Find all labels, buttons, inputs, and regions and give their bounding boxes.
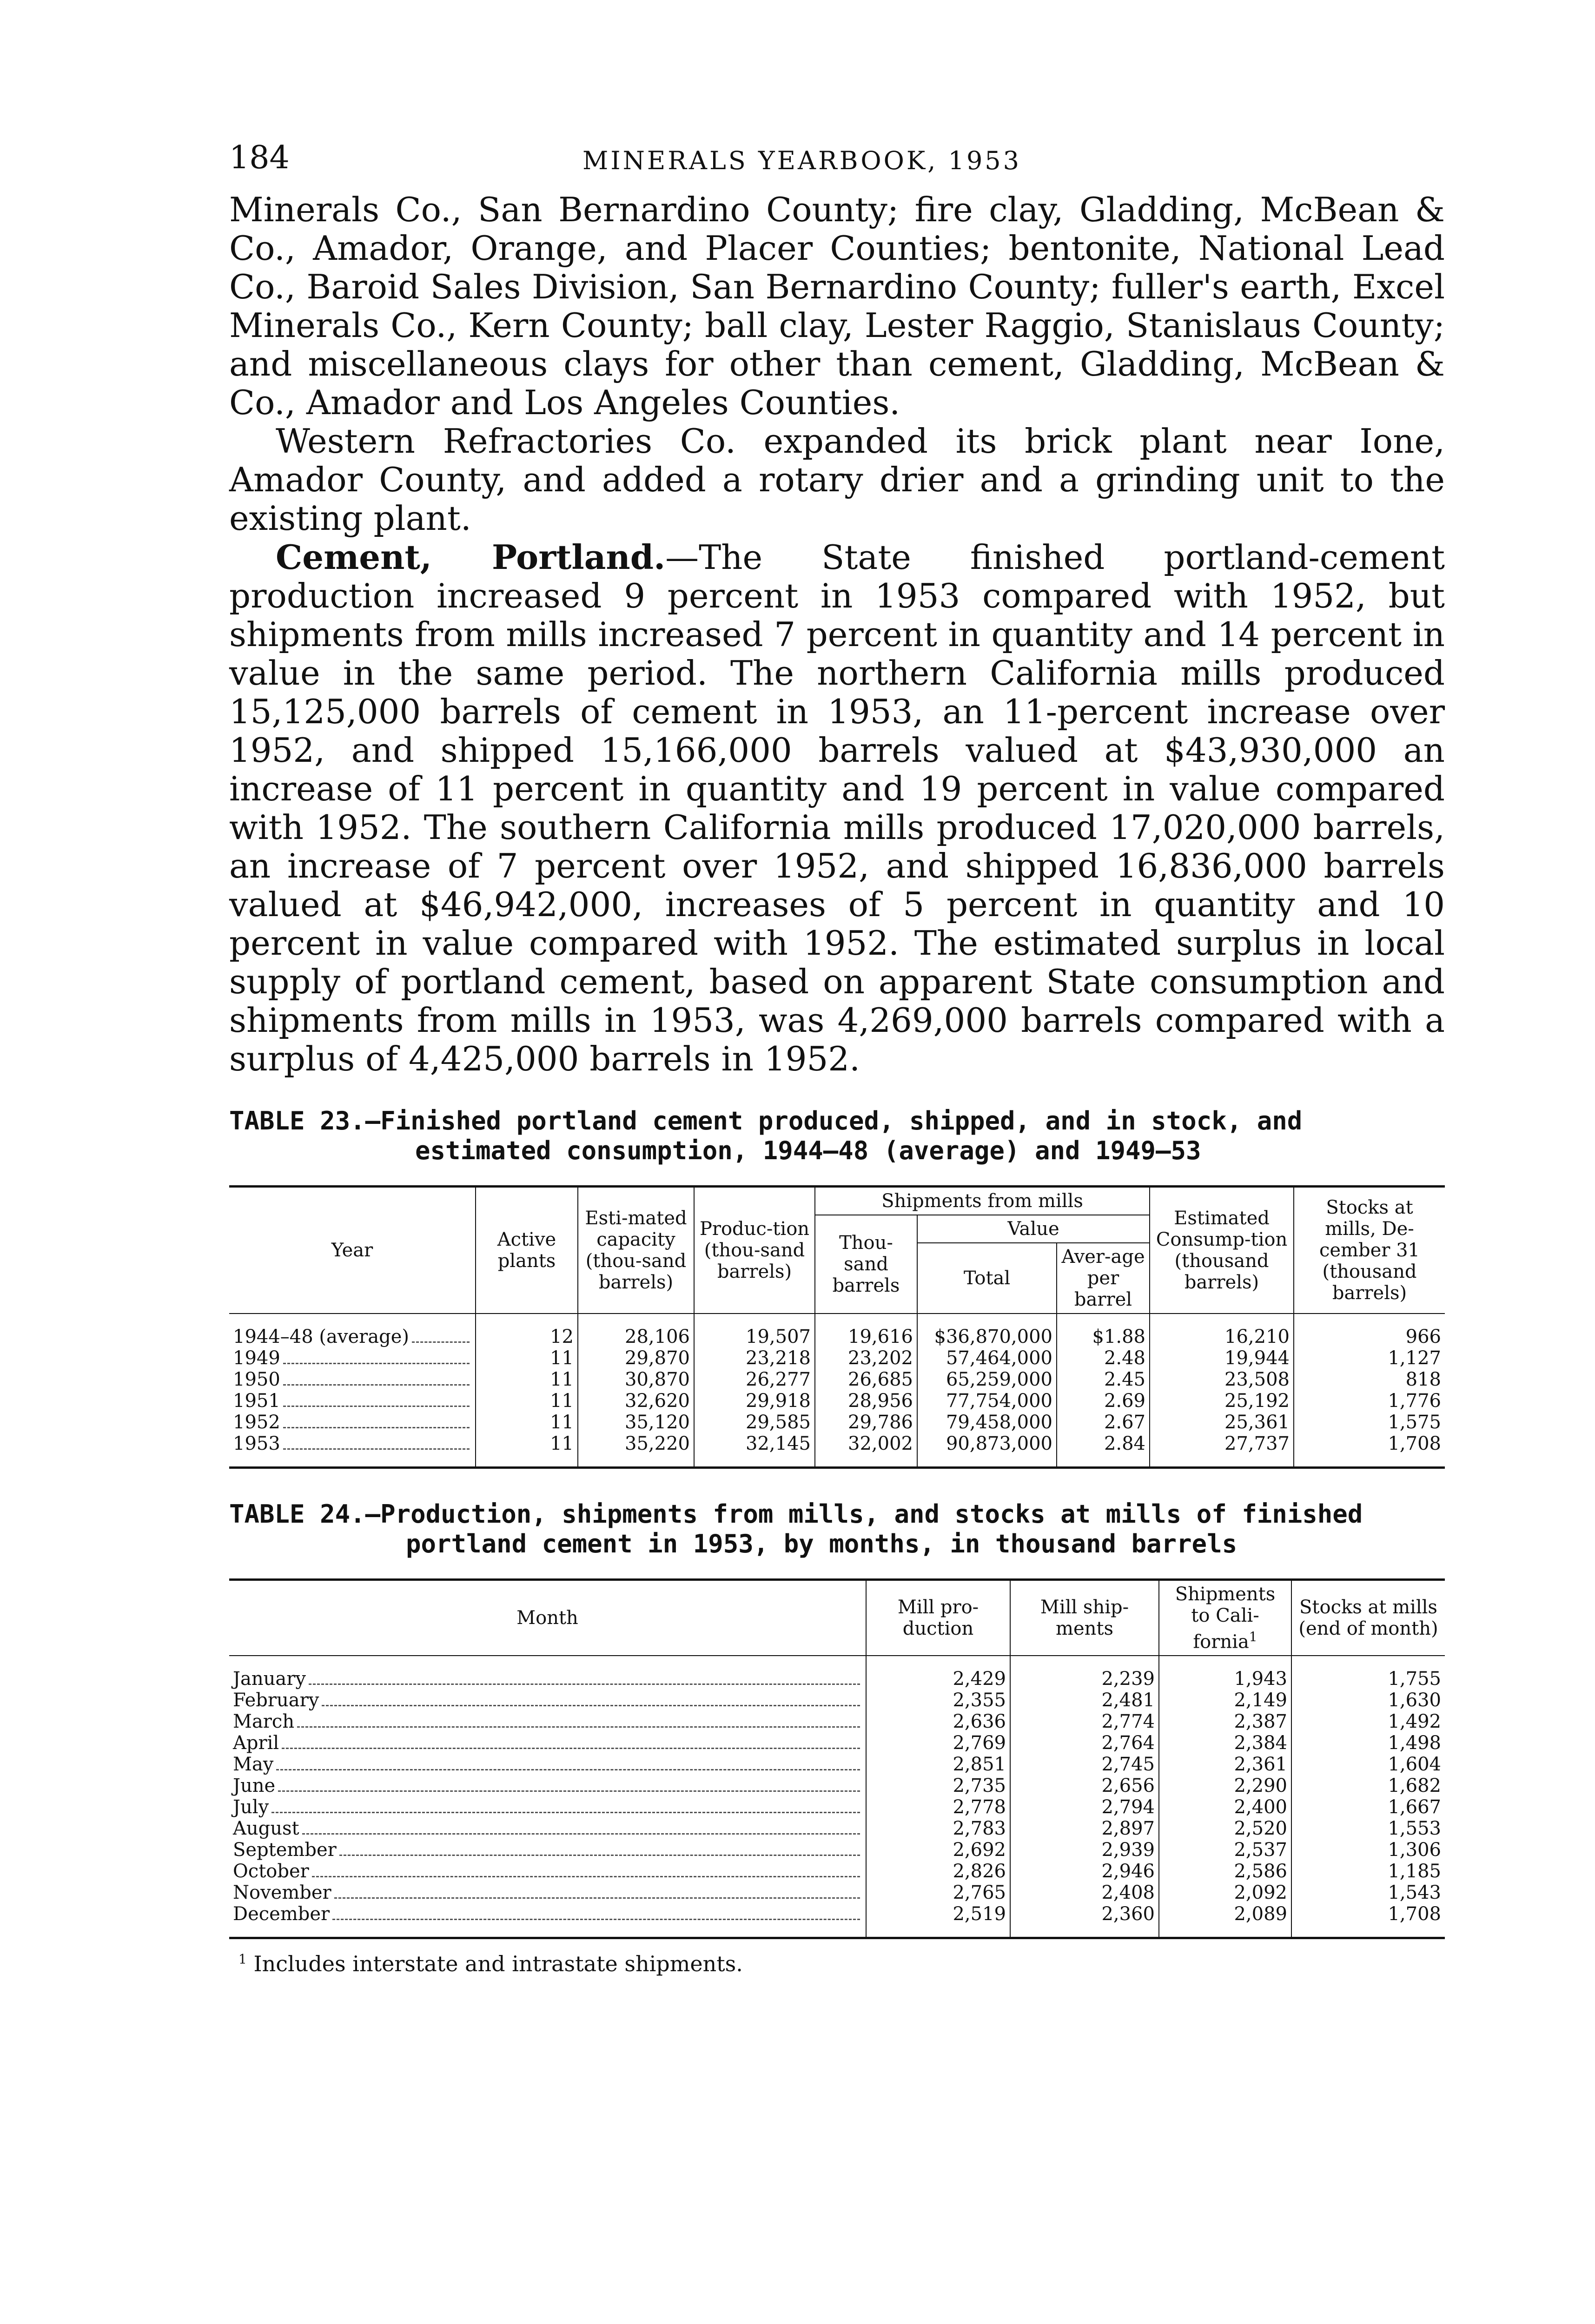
table-row bbox=[229, 1818, 1445, 1839]
cell-value-avg: 2.67 bbox=[1057, 1412, 1150, 1433]
table-row bbox=[229, 1347, 1445, 1369]
cell-california: 2,361 bbox=[1159, 1754, 1291, 1775]
cell-california: 2,400 bbox=[1159, 1796, 1291, 1818]
cell-value-avg: 2.69 bbox=[1057, 1390, 1150, 1412]
cell-year-label: 1952 bbox=[233, 1412, 280, 1433]
header-shipments-california-label: Shipments to Cali-fornia bbox=[1175, 1584, 1276, 1653]
cell-value-avg: 2.45 bbox=[1057, 1369, 1150, 1390]
cell-year-label: 1949 bbox=[233, 1347, 280, 1369]
header-shipments: Shipments from mills bbox=[815, 1187, 1150, 1215]
cell-plants: 11 bbox=[476, 1433, 578, 1454]
dot-leader bbox=[334, 1897, 860, 1899]
cell-value-total: 79,458,000 bbox=[917, 1412, 1057, 1433]
cell-production: 26,277 bbox=[694, 1369, 815, 1390]
table-row bbox=[229, 1903, 1445, 1925]
cell-capacity: 28,106 bbox=[578, 1326, 694, 1347]
cell-stocks: 818 bbox=[1405, 1369, 1441, 1390]
cell-stocks: 1,682 bbox=[1388, 1775, 1441, 1797]
table-row bbox=[229, 1732, 1445, 1754]
cell-stocks: 1,306 bbox=[1388, 1839, 1441, 1861]
header-shipments-california bbox=[1159, 1580, 1291, 1656]
cell-shipments: 2,794 bbox=[1010, 1796, 1159, 1818]
footnote-text: Includes interstate and intrastate shipments. bbox=[253, 1951, 743, 1977]
cell-value-total: 90,873,000 bbox=[917, 1433, 1057, 1454]
cell-california: 2,520 bbox=[1159, 1818, 1291, 1839]
cell-stocks: 1,776 bbox=[1388, 1390, 1441, 1412]
dot-leader bbox=[283, 1448, 470, 1450]
cell-production: 2,769 bbox=[866, 1732, 1010, 1754]
header-stocks-end-of-month: Stocks at mills (end of month) bbox=[1291, 1580, 1445, 1656]
paragraph-3 bbox=[229, 538, 1445, 1078]
cell-production: 2,519 bbox=[866, 1903, 1010, 1925]
running-title: MINERALS YEARBOOK, 1953 bbox=[582, 146, 1022, 175]
cell-plants: 11 bbox=[476, 1412, 578, 1433]
cell-year bbox=[229, 1369, 476, 1390]
cell-year bbox=[229, 1326, 476, 1347]
cell-stocks: 1,553 bbox=[1388, 1818, 1441, 1840]
cell-california: 2,537 bbox=[1159, 1839, 1291, 1861]
page-header bbox=[229, 139, 1445, 191]
dot-leader bbox=[283, 1363, 470, 1364]
cell-capacity: 30,870 bbox=[578, 1369, 694, 1390]
cell-value-total: $36,870,000 bbox=[917, 1326, 1057, 1347]
cell-production: 23,218 bbox=[694, 1347, 815, 1369]
header-mill-production: Mill pro-duction bbox=[866, 1580, 1010, 1656]
cell-month-label: December bbox=[233, 1903, 330, 1925]
cell-plants: 11 bbox=[476, 1347, 578, 1369]
dot-leader bbox=[332, 1919, 860, 1920]
dot-leader bbox=[278, 1790, 860, 1792]
cell-month-label: August bbox=[233, 1818, 299, 1840]
cell-month bbox=[229, 1690, 866, 1711]
dot-leader bbox=[276, 1769, 860, 1770]
cell-stocks: 1,755 bbox=[1388, 1668, 1441, 1690]
cell-month bbox=[229, 1861, 866, 1882]
cell-value-avg: $1.88 bbox=[1057, 1326, 1150, 1347]
run-in-heading: Cement, Portland. bbox=[276, 537, 666, 577]
dot-leader bbox=[312, 1876, 860, 1877]
cell-shipments: 2,360 bbox=[1010, 1903, 1159, 1925]
cell-production: 19,507 bbox=[694, 1326, 815, 1347]
table-row bbox=[229, 1690, 1445, 1711]
cell-stocks: 1,498 bbox=[1388, 1732, 1441, 1754]
cell-plants: 12 bbox=[476, 1326, 578, 1347]
cell-year-label: 1953 bbox=[233, 1433, 280, 1454]
cell-capacity: 32,620 bbox=[578, 1390, 694, 1412]
cell-ship-qty: 28,956 bbox=[815, 1390, 917, 1412]
cell-stocks: 1,185 bbox=[1388, 1861, 1441, 1882]
cell-production: 2,826 bbox=[866, 1861, 1010, 1882]
table-row bbox=[229, 1412, 1445, 1433]
cell-shipments: 2,946 bbox=[1010, 1861, 1159, 1882]
table-24-caption bbox=[229, 1499, 1445, 1559]
header-capacity: Esti-mated capacity (thou-sand barrels) bbox=[578, 1187, 694, 1314]
cell-production: 2,783 bbox=[866, 1818, 1010, 1839]
cell-stocks: 1,708 bbox=[1388, 1903, 1441, 1925]
dot-leader bbox=[302, 1833, 860, 1835]
header-value-average: Aver-age per barrel bbox=[1057, 1243, 1150, 1314]
cell-month bbox=[229, 1711, 866, 1732]
cell-month-label: September bbox=[233, 1839, 337, 1861]
body-text bbox=[229, 191, 1445, 1078]
cell-ship-qty: 19,616 bbox=[815, 1326, 917, 1347]
cell-production: 2,851 bbox=[866, 1754, 1010, 1775]
cell-consumption: 27,737 bbox=[1150, 1433, 1294, 1454]
header-active-plants: Active plants bbox=[476, 1187, 578, 1314]
header-thousand-barrels: Thou-sand barrels bbox=[815, 1215, 917, 1314]
cell-consumption: 16,210 bbox=[1150, 1326, 1294, 1347]
cell-production: 2,429 bbox=[866, 1668, 1010, 1690]
dot-leader bbox=[282, 1748, 860, 1749]
table-row bbox=[229, 1796, 1445, 1818]
cell-production: 29,918 bbox=[694, 1390, 815, 1412]
table-row bbox=[229, 1711, 1445, 1732]
page-number: 184 bbox=[229, 139, 290, 176]
cell-ship-qty: 23,202 bbox=[815, 1347, 917, 1369]
dot-leader bbox=[309, 1684, 860, 1685]
cell-month-label: July bbox=[233, 1796, 269, 1818]
cell-stocks: 1,543 bbox=[1388, 1882, 1441, 1904]
dot-leader bbox=[322, 1705, 860, 1706]
table-row bbox=[229, 1369, 1445, 1390]
cell-california: 2,290 bbox=[1159, 1775, 1291, 1796]
cell-stocks: 1,708 bbox=[1388, 1433, 1441, 1454]
table-23-caption-line-1: TABLE 23.—Finished portland cement produced, shipped, and in stock, and bbox=[229, 1106, 1303, 1136]
cell-ship-qty: 29,786 bbox=[815, 1412, 917, 1433]
cell-month bbox=[229, 1754, 866, 1775]
cell-shipments: 2,239 bbox=[1010, 1668, 1159, 1690]
cell-value-total: 77,754,000 bbox=[917, 1390, 1057, 1412]
cell-california: 1,943 bbox=[1159, 1668, 1291, 1690]
cell-production: 2,735 bbox=[866, 1775, 1010, 1796]
cell-month bbox=[229, 1775, 866, 1796]
cell-shipments: 2,774 bbox=[1010, 1711, 1159, 1732]
cell-shipments: 2,897 bbox=[1010, 1818, 1159, 1839]
table-row bbox=[229, 1326, 1445, 1347]
dot-leader bbox=[283, 1384, 470, 1386]
dot-leader bbox=[339, 1855, 860, 1856]
table-row bbox=[229, 1839, 1445, 1861]
cell-stocks: 1,630 bbox=[1388, 1690, 1441, 1711]
cell-month-label: June bbox=[233, 1775, 276, 1797]
cell-year-label: 1944–48 (average) bbox=[233, 1326, 409, 1347]
header-year: Year bbox=[229, 1187, 476, 1314]
table-row bbox=[229, 1390, 1445, 1412]
cell-month bbox=[229, 1839, 866, 1861]
cell-month-label: April bbox=[233, 1732, 279, 1754]
header-consumption: Estimated Consump-tion (thousand barrels) bbox=[1150, 1187, 1294, 1314]
cell-production: 32,145 bbox=[694, 1433, 815, 1454]
table-24-caption-line-2: portland cement in 1953, by months, in thousand barrels bbox=[406, 1529, 1238, 1558]
header-production: Produc-tion (thou-sand barrels) bbox=[694, 1187, 815, 1314]
cell-month bbox=[229, 1796, 866, 1818]
cell-production: 2,778 bbox=[866, 1796, 1010, 1818]
table-row bbox=[229, 1754, 1445, 1775]
header-value: Value bbox=[917, 1215, 1150, 1243]
cell-year-label: 1950 bbox=[233, 1369, 280, 1390]
cell-stocks: 1,575 bbox=[1388, 1412, 1441, 1433]
cell-california: 2,149 bbox=[1159, 1690, 1291, 1711]
cell-stocks: 966 bbox=[1405, 1326, 1441, 1347]
cell-year bbox=[229, 1390, 476, 1412]
table-row bbox=[229, 1861, 1445, 1882]
paragraph-2: Western Refractories Co. expanded its brick plant near Ione, Amador County, and added a rotary drier and a grinding unit to the existing plant. bbox=[229, 422, 1445, 538]
cell-shipments: 2,408 bbox=[1010, 1882, 1159, 1903]
cell-california: 2,586 bbox=[1159, 1861, 1291, 1882]
cell-california: 2,092 bbox=[1159, 1882, 1291, 1903]
table-23-body bbox=[229, 1314, 1445, 1468]
cell-stocks: 1,492 bbox=[1388, 1711, 1441, 1733]
cell-month-label: May bbox=[233, 1754, 274, 1776]
cell-production: 2,765 bbox=[866, 1882, 1010, 1903]
footnote bbox=[229, 1951, 1445, 1976]
header-mill-shipments: Mill ship-ments bbox=[1010, 1580, 1159, 1656]
cell-shipments: 2,764 bbox=[1010, 1732, 1159, 1754]
cell-month bbox=[229, 1732, 866, 1754]
table-24-body bbox=[229, 1656, 1445, 1938]
cell-consumption: 19,944 bbox=[1150, 1347, 1294, 1369]
cell-shipments: 2,939 bbox=[1010, 1839, 1159, 1861]
cell-stocks: 1,667 bbox=[1388, 1796, 1441, 1818]
cell-month-label: March bbox=[233, 1711, 295, 1733]
cell-value-total: 57,464,000 bbox=[917, 1347, 1057, 1369]
cell-shipments: 2,656 bbox=[1010, 1775, 1159, 1796]
cell-value-avg: 2.84 bbox=[1057, 1433, 1150, 1454]
cell-ship-qty: 32,002 bbox=[815, 1433, 917, 1454]
dot-leader bbox=[283, 1427, 470, 1428]
table-row bbox=[229, 1775, 1445, 1796]
cell-consumption: 23,508 bbox=[1150, 1369, 1294, 1390]
paragraph-3-text: —The State finished portland-cement production increased 9 percent in 1953 compared with 1952, but shipments from mills increased 7 percent in quantity and 14 percent in value in the same period. The northern California mills produced 15,125,000 barrels of cement in 1953, an 11-percent increase over 1952, and shipped 15,166,000 barrels valued at $43,930,000 an increase of 11 percent in quantity and 19 percent in value compared with 1952. The southern California mills produced 17,020,000 barrels, an increase of 7 percent over 1952, and shipped 16,836,000 barrels valued at $46,942,000, increases of 5 percent in quantity and 10 percent in value compared with 1952. The estimated surplus in local supply of portland cement, based on apparent State consumption and shipments from mills in 1953, was 4,269,000 barrels compared with a surplus of 4,425,000 barrels in 1952. bbox=[229, 538, 1445, 1078]
cell-year bbox=[229, 1412, 476, 1433]
cell-shipments: 2,745 bbox=[1010, 1754, 1159, 1775]
paragraph-1: Minerals Co., San Bernardino County; fire clay, Gladding, McBean & Co., Amador, Orange, and Placer Counties; bentonite, National Lead Co., Baroid Sales Division, San Bernardino County; fuller's earth, Excel Minerals Co., Kern County; ball clay, Lester Raggio, Stanislaus County; and miscellaneous clays for other than cement, Gladding, McBean & Co., Amador and Los Angeles Counties. bbox=[229, 190, 1445, 422]
table-row bbox=[229, 1433, 1445, 1454]
table-24 bbox=[229, 1578, 1445, 1939]
footnote-mark: 1 bbox=[238, 1952, 247, 1967]
cell-ship-qty: 26,685 bbox=[815, 1369, 917, 1390]
cell-stocks: 1,127 bbox=[1388, 1347, 1441, 1369]
cell-capacity: 35,120 bbox=[578, 1412, 694, 1433]
dot-leader bbox=[412, 1341, 470, 1343]
cell-year-label: 1951 bbox=[233, 1390, 280, 1412]
cell-year bbox=[229, 1433, 476, 1454]
cell-month bbox=[229, 1818, 866, 1839]
header-value-total: Total bbox=[917, 1243, 1057, 1314]
cell-month-label: February bbox=[233, 1690, 319, 1711]
cell-production: 2,636 bbox=[866, 1711, 1010, 1732]
cell-california: 2,384 bbox=[1159, 1732, 1291, 1754]
cell-value-avg: 2.48 bbox=[1057, 1347, 1150, 1369]
table-24-caption-line-1: TABLE 24.—Production, shipments from mills, and stocks at mills of finished bbox=[229, 1499, 1363, 1529]
cell-stocks: 1,604 bbox=[1388, 1754, 1441, 1776]
cell-month bbox=[229, 1903, 866, 1925]
header-month: Month bbox=[229, 1580, 866, 1656]
cell-capacity: 35,220 bbox=[578, 1433, 694, 1454]
cell-plants: 11 bbox=[476, 1390, 578, 1412]
cell-month bbox=[229, 1668, 866, 1690]
cell-month bbox=[229, 1882, 866, 1903]
cell-value-total: 65,259,000 bbox=[917, 1369, 1057, 1390]
cell-month-label: November bbox=[233, 1882, 331, 1904]
cell-california: 2,089 bbox=[1159, 1903, 1291, 1925]
header-stocks: Stocks at mills, De-cember 31 (thousand barrels) bbox=[1294, 1187, 1445, 1314]
cell-shipments: 2,481 bbox=[1010, 1690, 1159, 1711]
table-row bbox=[229, 1668, 1445, 1690]
cell-production: 2,692 bbox=[866, 1839, 1010, 1861]
table-23-caption bbox=[229, 1106, 1445, 1166]
table-23-caption-line-2: estimated consumption, 1944–48 (average) and 1949–53 bbox=[415, 1136, 1201, 1165]
cell-month-label: January bbox=[233, 1668, 306, 1690]
footnote-reference: 1 bbox=[1249, 1629, 1257, 1644]
cell-consumption: 25,192 bbox=[1150, 1390, 1294, 1412]
cell-production: 2,355 bbox=[866, 1690, 1010, 1711]
cell-year bbox=[229, 1347, 476, 1369]
table-23 bbox=[229, 1185, 1445, 1469]
cell-california: 2,387 bbox=[1159, 1711, 1291, 1732]
cell-month-label: October bbox=[233, 1861, 309, 1882]
cell-plants: 11 bbox=[476, 1369, 578, 1390]
cell-consumption: 25,361 bbox=[1150, 1412, 1294, 1433]
cell-capacity: 29,870 bbox=[578, 1347, 694, 1369]
dot-leader bbox=[283, 1406, 470, 1407]
dot-leader bbox=[297, 1726, 860, 1728]
cell-production: 29,585 bbox=[694, 1412, 815, 1433]
table-row bbox=[229, 1882, 1445, 1903]
dot-leader bbox=[271, 1812, 860, 1813]
page bbox=[229, 139, 1445, 1976]
